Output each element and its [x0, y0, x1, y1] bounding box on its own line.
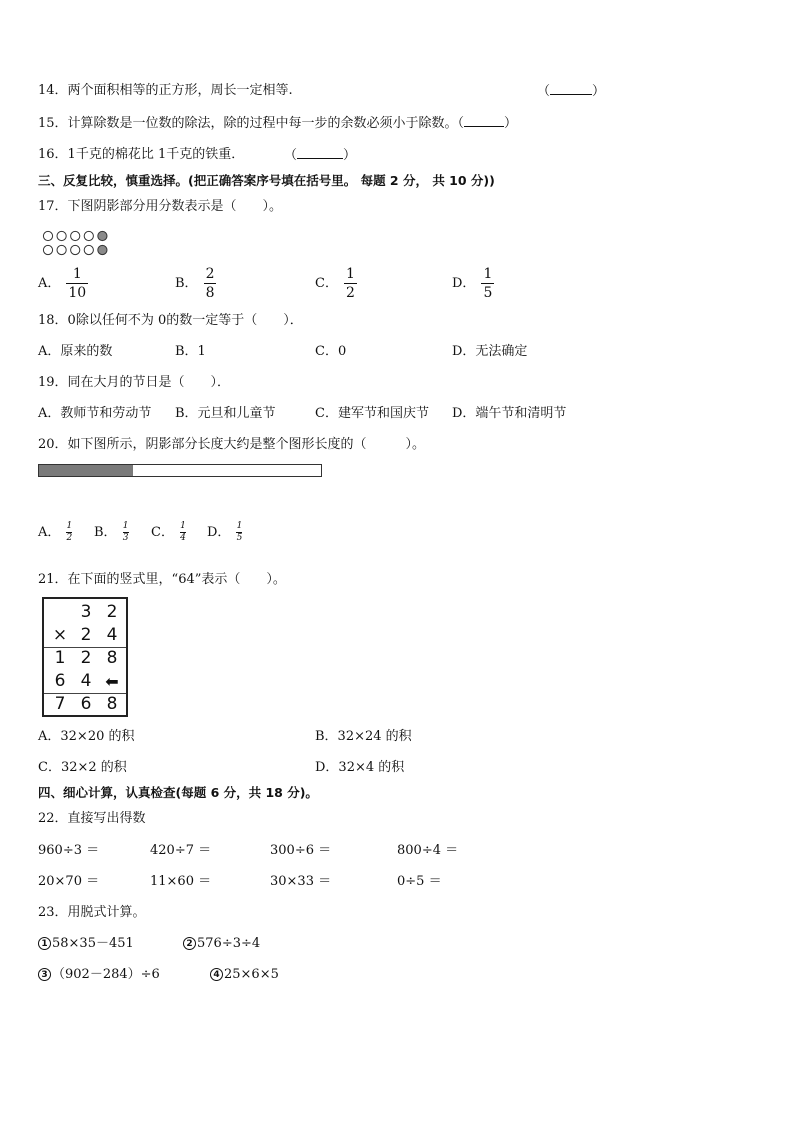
question-14-answer[interactable]: （ ）	[537, 84, 606, 99]
fraction: $\frac{1}{10}$	[68, 266, 87, 301]
calc-item: 300÷6 ＝	[270, 843, 332, 858]
question-22: 22．直接写出得数	[38, 811, 146, 826]
question-18-option-a[interactable]: A．原来的数	[38, 344, 113, 359]
calc-item: 20×70 ＝	[38, 874, 100, 889]
length-bar-shaded	[39, 465, 133, 476]
circle	[71, 245, 80, 254]
vertical-row-5: 7 6 8	[54, 694, 118, 714]
answer-blank[interactable]	[464, 114, 504, 127]
question-20: 20．如下图所示，阴影部分长度大约是整个图形长度的（ ）。	[38, 437, 426, 452]
circle	[84, 231, 93, 240]
question-19-option-c[interactable]: C．建军节和国庆节	[315, 406, 429, 421]
vertical-row-1: 3 2	[80, 602, 118, 622]
question-19: 19．同在大月的节日是（ ）．	[38, 375, 231, 390]
length-bar	[38, 464, 322, 477]
circle	[57, 231, 66, 240]
calc-item: 4 25×6×5	[210, 966, 279, 984]
question-19-option-b[interactable]: B．元旦和儿童节	[175, 406, 276, 421]
circled-number: 2	[183, 937, 196, 950]
question-21: 21．在下面的竖式里，“64”表示（ ）。	[38, 572, 286, 587]
question-19-option-d[interactable]: D．端午节和清明节	[452, 406, 567, 421]
question-17: 17．下图阴影部分用分数表示是（ ）。	[38, 199, 283, 214]
calc-item: 800÷4 ＝	[397, 843, 459, 858]
question-16	[38, 146, 244, 164]
vertical-row-3: 1 2 8	[54, 648, 118, 668]
circle	[57, 245, 66, 254]
fraction: $\frac{2}{8}$	[205, 266, 215, 301]
circled-number: 1	[38, 937, 51, 950]
circled-number: 3	[38, 968, 51, 981]
question-15-text: 15．计算除数是一位数的除法，除的过程中每一步的余数必须小于除数。（	[38, 116, 465, 131]
answer-blank[interactable]	[297, 146, 343, 159]
circle	[43, 245, 52, 254]
question-21-option-a[interactable]: A．32×20 的积	[38, 729, 135, 744]
question-21-option-d[interactable]: D．32×4 的积	[315, 760, 405, 775]
question-16-text: 16．1千克的棉花比 1千克的铁重．	[38, 147, 245, 162]
question-19-option-a[interactable]: A．教师节和劳动节	[38, 406, 152, 421]
fraction: $\frac{1}{3}$	[122, 521, 129, 543]
question-20-option-c[interactable]: C． $\frac{1}{4}$	[151, 521, 186, 543]
section-3-title: 三、反复比较，慎重选择。(把正确答案序号填在括号里。 每题 2 分， 共 10 分))	[38, 173, 495, 188]
calc-item: 0÷5 ＝	[397, 874, 442, 889]
calc-item: 960÷3 ＝	[38, 843, 100, 858]
question-17-option-c[interactable]: C． $\frac{1}{2}$	[315, 266, 355, 301]
circled-number: 4	[210, 968, 223, 981]
section-4-title: 四、细心计算，认真检查(每题 6 分，共 18 分)。	[38, 785, 318, 800]
question-18-option-d[interactable]: D．无法确定	[452, 344, 528, 359]
vertical-row-4: 6 4 ⬅	[44, 670, 126, 693]
question-18: 18．0除以任何不为 0的数一定等于（ ）．	[38, 313, 303, 328]
circle	[84, 245, 93, 254]
answer-blank[interactable]	[550, 82, 592, 95]
question-17-option-a[interactable]: A． $\frac{1}{10}$	[38, 266, 87, 301]
fraction: $\frac{1}{5}$	[483, 266, 493, 301]
shaded-circle	[98, 231, 107, 240]
arrow-left-icon: ⬅	[105, 672, 119, 691]
shaded-circle	[98, 245, 107, 254]
question-21-option-c[interactable]: C．32×2 的积	[38, 760, 127, 775]
fraction: $\frac{1}{2}$	[345, 266, 355, 301]
circle	[43, 231, 52, 240]
calc-item: 11×60 ＝	[150, 874, 212, 889]
question-16-answer[interactable]: （ ）	[284, 148, 357, 163]
calc-item: 1 58×35－451	[38, 935, 134, 953]
calc-item: 3 （902－284）÷6	[38, 966, 160, 984]
question-18-option-b[interactable]: B．1	[175, 344, 206, 359]
question-17-option-d[interactable]: D． $\frac{1}{5}$	[452, 266, 493, 301]
calc-item: 2 576÷3÷4	[183, 935, 260, 953]
circle	[71, 231, 80, 240]
calc-item: 420÷7 ＝	[150, 843, 212, 858]
question-17-option-b[interactable]: B． $\frac{2}{8}$	[175, 266, 215, 301]
question-14	[38, 82, 293, 100]
fraction: $\frac{1}{5}$	[236, 521, 243, 543]
vertical-multiplication	[42, 597, 128, 717]
fraction: $\frac{1}{2}$	[66, 521, 73, 543]
question-20-option-b[interactable]: B． $\frac{1}{3}$	[94, 521, 129, 543]
question-14-text: 14．两个面积相等的正方形，周长一定相等.	[38, 83, 293, 98]
question-18-option-c[interactable]: C．0	[315, 344, 347, 359]
question-20-option-a[interactable]: A． $\frac{1}{2}$	[38, 521, 73, 543]
calc-item: 30×33 ＝	[270, 874, 332, 889]
fraction: $\frac{1}{4}$	[180, 521, 186, 543]
vertical-row-2: × 2 4	[52, 625, 118, 645]
question-23: 23．用脱式计算。	[38, 905, 146, 920]
circle-figure	[42, 230, 122, 260]
question-20-option-d[interactable]: D． $\frac{1}{5}$	[207, 521, 243, 543]
question-15: 15．计算除数是一位数的除法，除的过程中每一步的余数必须小于除数。（ ）	[38, 116, 518, 131]
question-21-option-b[interactable]: B．32×24 的积	[315, 729, 412, 744]
